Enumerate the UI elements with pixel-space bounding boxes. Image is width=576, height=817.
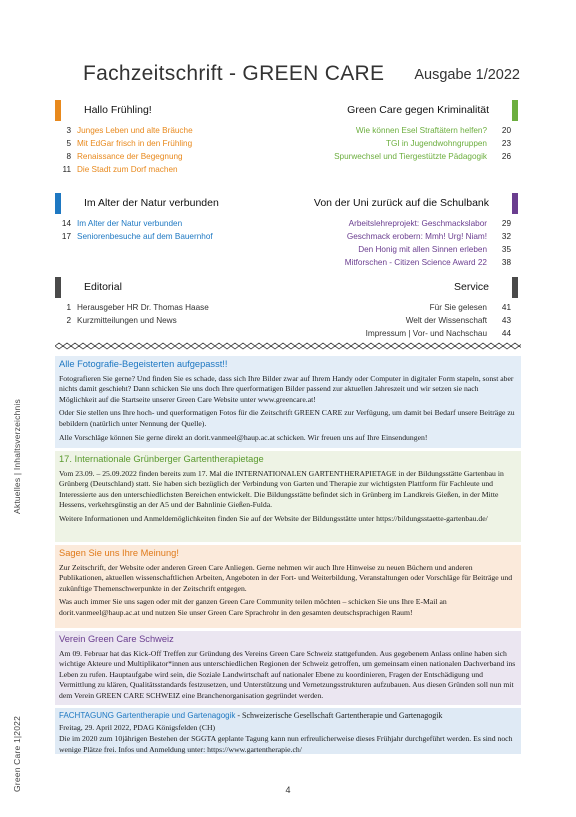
magazine-title: Fachzeitschrift - GREEN CARE (83, 62, 385, 85)
box-date: Freitag, 29. April 2022, PDAG Königsfelden (CH) (59, 722, 216, 732)
toc-item[interactable]: 3 Junges Leben und alte Bräuche (66, 126, 193, 135)
section-heading-alter: Im Alter der Natur verbunden (84, 197, 219, 209)
toc-item[interactable]: 2 Kurzmitteilungen und News (66, 316, 177, 325)
box-title-line (59, 711, 517, 722)
info-box-verein-schweiz (55, 631, 521, 705)
box-title: 17. Internationale Grünberger Gartentherapietage (59, 454, 264, 464)
toc-list-editorial (55, 301, 209, 327)
toc-item[interactable]: Spurwechsel und Tiergestützte Pädagogik 26 (334, 152, 511, 161)
section-heading-hallo: Hallo Frühling! (84, 104, 152, 116)
toc-item[interactable]: 1 Herausgeber HR Dr. Thomas Haase (66, 303, 209, 312)
toc-item[interactable]: 11 Die Stadt zum Dorf machen (62, 165, 178, 174)
gray-section-bar (512, 277, 518, 298)
box-paragraph: Alle Vorschläge können Sie gerne direkt an dorit.vanmeel@haup.ac.at schicken. Wir freuen uns auf Ihre Einsendungen! (59, 432, 428, 442)
section-heading-editorial: Editorial (84, 281, 122, 293)
box-paragraph: Fotografieren Sie gerne? Und finden Sie es schade, dass sich Ihre Bilder zwar auf Ihrem Handy oder Computer in digitaler Form stapeln, sonst aber nichts damit geschieht? Dann schicken Sie uns doch Ihre querformatigen Bilder passend zur aktuellen Jahreszeit und wir setzen sie nach Möglichkeit auf die Startseite unserer Green Care Website unter www.greencare.at! (59, 373, 514, 404)
box-title: Sagen Sie uns Ihre Meinung! (59, 548, 179, 558)
purple-section-bar (512, 193, 518, 214)
sidebar-issue-label: Green Care 1|2022 (12, 715, 22, 792)
section-heading-krim: Green Care gegen Kriminalität (347, 104, 489, 116)
toc-item[interactable]: Impressum | Vor- und Nachschau 44 (365, 329, 511, 338)
toc-item[interactable]: Welt der Wissenschaft 43 (405, 316, 511, 325)
box-paragraph: Weitere Informationen und Anmeldemöglichkeiten finden Sie auf der Website der Bildungsstätte unter https://bildungsstaette-gartenbau.de/ (59, 513, 488, 523)
toc-item[interactable]: Wie können Esel Straftätern helfen? 20 (355, 126, 511, 135)
toc-item[interactable]: Mitforschen - Citizen Science Award 22 38 (344, 258, 511, 267)
box-title: Verein Green Care Schweiz (59, 634, 174, 644)
info-box-feedback (55, 545, 521, 628)
page-number: 4 (285, 785, 291, 795)
section-heading-uni: Von der Uni zurück auf die Schulbank (313, 197, 489, 209)
box-title: Alle Fotografie-Begeisterten aufgepasst!! (59, 359, 228, 369)
magazine-header (83, 62, 523, 92)
box-paragraph: Die im 2020 zum 10jährigen Bestehen der SGGTA geplante Tagung kann nun erfreulicherweise dieses Frühjahr durchgeführt werden. Es sind noch wenige Plätze frei. Infos und Anmeldung unter: https://www.gartentherapie.ch/ (59, 734, 513, 754)
box-paragraph: Am 09. Februar hat das Kick-Off Treffen zur Gründung des Vereins Green Care Schweiz stattgefunden. Aus gegebenem Anlass online haben sich wichtige Akteure und Multiplikator*innen aus unterschiedlichen Regionen der Schweiz getroffen, um gemeinsam einen nationalen Dachverband ins Leben zu rufen. Hauptaufgabe wird sein, die Soziale Landwirtschaft auf nationaler Ebene zu koordinieren, Fragen der Entschädigung und Vermittlung zu klären, Qualitätsstandards festzusetzen, und Unterstützung und Vernetzungsstrukturen aufzubauen. Aus diesen Gründen soll nun mit dem Verein GREEN CARE SCHWEIZ eine Branchenorganisation gegründet werden. (59, 648, 516, 700)
toc-list-krim (334, 124, 511, 163)
info-box-photography (55, 356, 521, 448)
toc-item[interactable]: 8 Renaissance der Begegnung (66, 152, 183, 161)
gray-section-bar (55, 277, 61, 298)
toc-item[interactable]: Geschmack erobern: Mmh! Urg! Niam! 32 (346, 232, 511, 241)
toc-item[interactable]: 17 Seniorenbesuche auf dem Bauernhof (61, 232, 213, 241)
info-box-gartentherapietage (55, 451, 521, 542)
toc-list-service (366, 301, 511, 340)
toc-item[interactable]: Für Sie gelesen 41 (429, 303, 511, 312)
box-subtitle: - Schweizerische Gesellschaft Gartentherapie und Gartenagogik (235, 711, 443, 720)
green-section-bar (512, 100, 518, 121)
toc-list-uni (345, 217, 511, 269)
box-paragraph: Oder Sie stellen uns Ihre hoch- und querformatigen Fotos für die Zeitschrift GREEN CARE zur Verfügung, um damit bei Bedarf unsere Beiträge zu bebildern (natürlich unter Nennung der Quelle). (59, 408, 515, 428)
sidebar-section-label: Aktuelles | Inhaltsverzeichnis (12, 399, 22, 514)
toc-item[interactable]: 14 Im Alter der Natur verbunden (61, 219, 183, 228)
toc-list-hallo (55, 124, 193, 176)
diamond-divider (55, 342, 521, 350)
info-box-fachtagung (55, 708, 521, 754)
issue-label: Ausgabe 1/2022 (414, 67, 520, 83)
toc-item[interactable]: Arbeitslehreprojekt: Geschmackslabor 29 (348, 219, 511, 228)
toc-item[interactable]: TGI in Jugendwohngruppen 23 (385, 139, 511, 148)
section-heading-service: Service (453, 281, 489, 293)
box-paragraph: Was auch immer Sie uns sagen oder mit der ganzen Green Care Community teilen möchten – schicken Sie uns Ihre E-Mail an dorit.vanmeel@haup.ac.at und nutzen Sie unser Green Care Sprachrohr in den gesamten deutschsprachigen Raum! (59, 597, 447, 617)
box-title: FACHTAGUNG Gartentherapie und Gartenagogik (59, 711, 236, 720)
orange-section-bar (55, 100, 61, 121)
blue-section-bar (55, 193, 61, 214)
toc-item[interactable]: Den Honig mit allen Sinnen erleben 35 (358, 245, 511, 254)
toc-item[interactable]: 5 Mit EdGar frisch in den Frühling (66, 139, 193, 148)
toc-list-alter (55, 217, 213, 243)
box-paragraph: Zur Zeitschrift, der Website oder anderen Green Care Anliegen. Gerne nehmen wir auch Ihre Hinweise zu neuen Büchern und anderen Publikationen, aktuellen wissenschaftlichen Arbeiten, Angeboten in der Fort- und Weiterbildung, Veranstaltungen oder Vorschläge für Beiträge und zukünftige Themenschwerpunkte in der Zeitschrift entgegen. (59, 562, 513, 593)
box-paragraph: Vom 23.09. – 25.09.2022 finden bereits zum 17. Mal die INTERNATIONALEN GARTENTHERAPIETAGE in der Bildungsstätte Gartenbau in Grünberg (Deutschland) statt. Sie haben sich bezüglich der Verbindung von Garten und Therapie zur wichtigsten Plattform für Fachleute und Interessierte aus den unterschiedlichsten Bereichen entwickelt. Die Bildungsstätte befindet sich in Grünberg im Landkreis Gießen, in der Mitte Hessens, verkehrsgünstig an der A5 und der Bahnlinie Gießen-Fulda. (59, 468, 504, 510)
